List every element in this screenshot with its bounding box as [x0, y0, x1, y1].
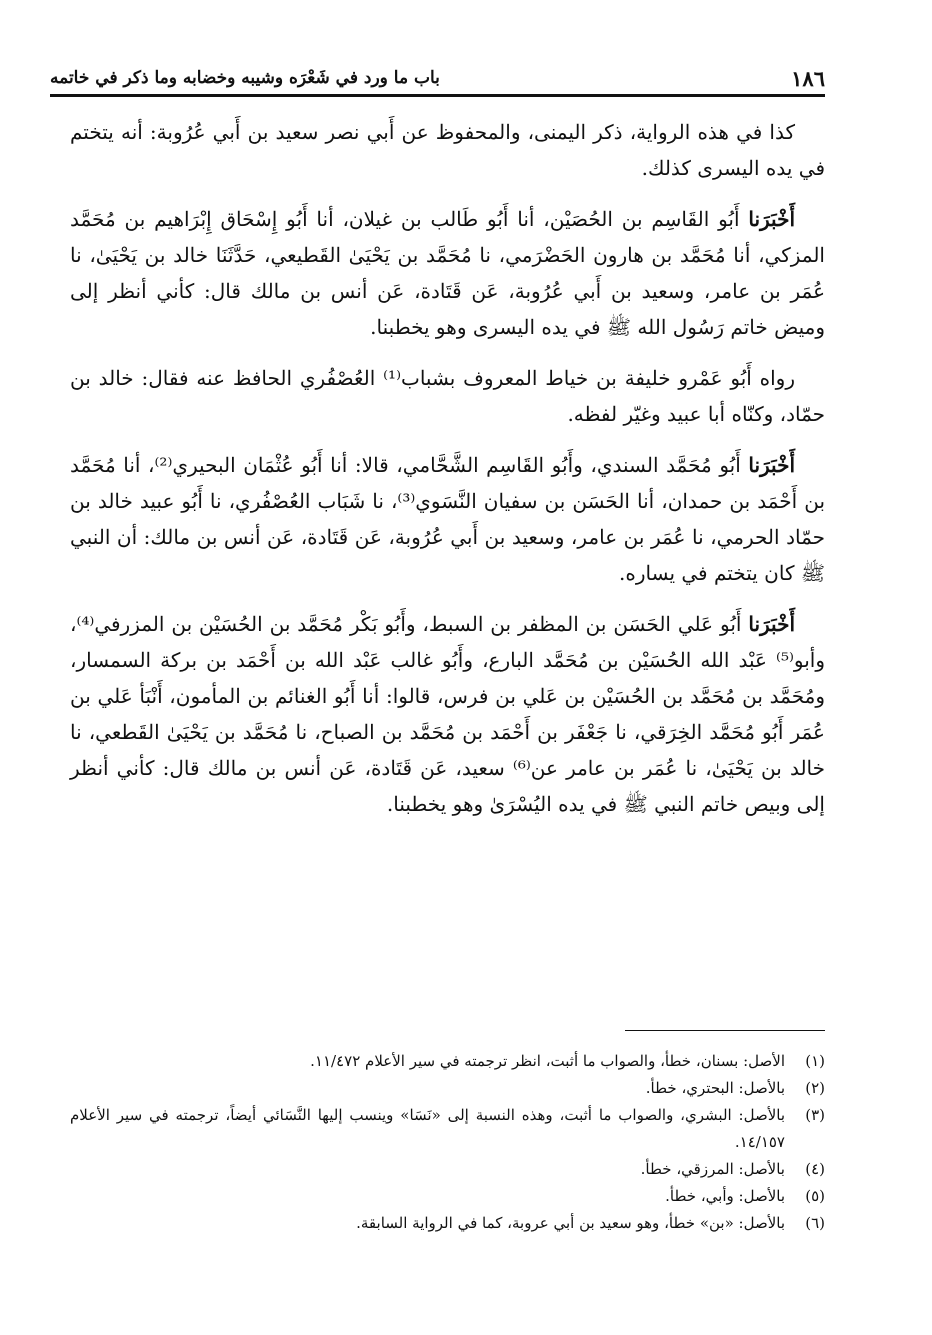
- page-number: ١٨٦: [791, 65, 825, 91]
- paragraph: [70, 201, 825, 345]
- paragraph: [70, 360, 825, 432]
- paragraph-text: أَبُو مُحَمَّد السندي، وأَبُو القَاسِم الشَّحَّامي، قالا: أنا أَبُو عُثْمَان البحيري⁽²⁾، أنا مُحَمَّد بن أَحْمَد بن حمدان، أنا الحَسَن بن سفيان النَّسَوي⁽³⁾، نا شَبَاب العُصْفُري، نا أَبُو عبيد خالد بن حمّاد الحرمي، نا عُمَر بن عامر، وسعيد بن أَبي عُرُوبة، عَن قَتَادة، عَن أنس بن مالك: أن النبي ﷺ كان يتختم في يساره.: [70, 453, 826, 585]
- paragraph: [70, 114, 825, 186]
- footnote: [70, 1075, 825, 1102]
- footnote-text: بالأصل: البشري، والصواب ما أثبت، وهذه النسبة إلى «نَسَا» وينسب إليها النَّسَائي أيضاً، ترجمته في سير الأعلام ١٤/١٥٧.: [70, 1106, 785, 1151]
- footnote-text: الأصل: بسنان، خطأ، والصواب ما أثبت، انظر ترجمته في سير الأعلام ١١/٤٧٢.: [310, 1052, 785, 1070]
- footnote-number: (٤): [805, 1160, 825, 1178]
- footnote-number: (٥): [805, 1187, 825, 1205]
- paragraph-lead: أَخْبَرَنا: [748, 453, 795, 477]
- footnote-text: بالأصل: «بن» خطأ، وهو سعيد بن أبي عروبة، كما في الرواية السابقة.: [356, 1214, 785, 1232]
- main-text: [70, 114, 825, 837]
- footnote: [70, 1102, 825, 1156]
- footnote-number: (١): [805, 1052, 825, 1070]
- page-header: [50, 62, 825, 97]
- paragraph-text: أَبُو القَاسِم بن الحُصَيْن، أنا أَبُو طَالب بن غيلان، أنا أَبُو إِسْحَاق إِبْرَاهيم بن مُحَمَّد المزكي، أنا مُحَمَّد بن هارون الحَضْرَمي، نا مُحَمَّد بن يَحْيَىٰ القَطيعي، حَدَّثَنَا خالد بن يَحْيَىٰ، نا عُمَر بن عامر، وسعيد بن أَبي عُرُوبة، عَن قَتَادة، عَن أنس بن مالك قال: كأني أنظر إلى وميض خاتم رَسُول الله ﷺ في يده اليسرى وهو يخطبنا.: [70, 207, 825, 339]
- footnote: [70, 1156, 825, 1183]
- paragraph-text: أَبُو عَلي الحَسَن بن المظفر بن السبط، وأَبُو بَكْر مُحَمَّد بن الحُسَيْن بن المزرفي⁽⁴⁾، وأبو⁽⁵⁾ عَبْد الله الحُسَيْن بن مُحَمَّد البارع، وأَبُو غالب عَبْد الله بن أَحْمَد بن بركة السمسار، ومُحَمَّد بن مُحَمَّد بن الحُسَيْن بن عَلي بن فرس، قالوا: أنا أَبُو الغنائم بن المأمون، أَنْبَأ عَلي بن عُمَر أَبُو مُحَمَّد الخِرَقي، نا جَعْفَر بن أَحْمَد بن مُحَمَّد بن الصباح، نا مُحَمَّد بن يَحْيَىٰ القَطعي، نا خالد بن يَحْيَىٰ، نا عُمَر بن عامر عن⁽⁶⁾ سعيد، عَن قَتَادة، عَن أنس بن مالك قال: كأني أنظر إلى وبيص خاتم النبي ﷺ في يده اليُسْرَىٰ وهو يخطبنا.: [70, 612, 826, 816]
- paragraph: [70, 447, 825, 591]
- footnote: [70, 1048, 825, 1075]
- footnotes: [70, 1048, 825, 1237]
- footnote: [70, 1183, 825, 1210]
- footnote-number: (٢): [805, 1079, 825, 1097]
- footnote-number: (٦): [805, 1214, 825, 1232]
- paragraph-text: كذا في هذه الرواية، ذكر اليمنى، والمحفوظ عن أَبي نصر سعيد بن أَبي عُرُوبة: أنه يتختم في يده اليسرى كذلك.: [70, 120, 825, 180]
- footnote: [70, 1210, 825, 1237]
- footnote-number: (٣): [805, 1106, 825, 1124]
- running-title: باب ما ورد في شَعْرَه وشيبه وخضابه وما ذكر في خاتمه: [50, 68, 440, 88]
- paragraph: [70, 606, 825, 822]
- footnote-text: بالأصل: البحتري، خطأ.: [645, 1079, 785, 1097]
- paragraph-text: رواه أَبُو عَمْرو خليفة بن خياط المعروف بشباب⁽¹⁾ العُصْفُري الحافظ عنه فقال: خالد بن حمّاد، وكنّاه أبا عبيد وغيّر لفظه.: [70, 366, 825, 426]
- footnote-text: بالأصل: المرزقي، خطأ.: [640, 1160, 785, 1178]
- footnote-text: بالأصل: وأبي، خطأ.: [665, 1187, 785, 1205]
- paragraph-lead: أَخْبَرَنا: [748, 207, 795, 231]
- footnote-separator: [625, 1030, 825, 1031]
- paragraph-lead: أَخْبَرَنا: [748, 612, 795, 636]
